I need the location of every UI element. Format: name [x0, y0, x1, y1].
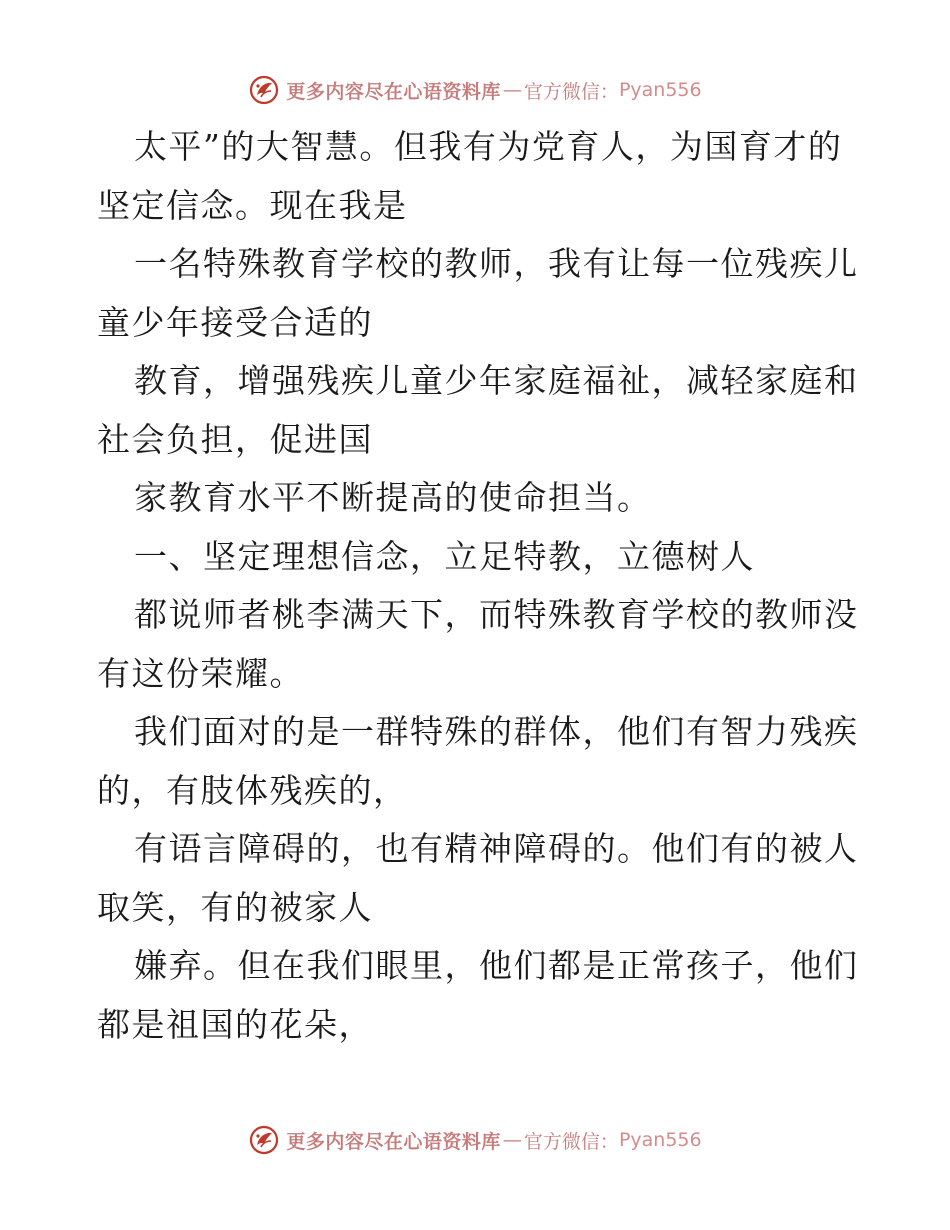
document-body	[97, 118, 857, 1054]
header-contact-label: 官方微信：	[523, 80, 619, 103]
footer-banner	[0, 1120, 950, 1160]
header-contact-id: Pyan556	[618, 79, 702, 101]
text-line: 嫌弃。但在我们眼里，他们都是正常孩子，他们	[134, 946, 859, 985]
text-line: 一、坚定理想信念，立足特教，立德树人	[134, 536, 755, 576]
text-line: 坚定信念。现在我是	[97, 185, 408, 225]
footer-banner-text	[286, 1127, 701, 1154]
text-line: 的，有肢体残疾的，	[97, 770, 408, 810]
text-line: 童少年接受合适的	[97, 302, 373, 342]
flower-logo-icon	[248, 1124, 280, 1156]
text-line: 都说师者桃李满天下，而特殊教育学校的教师没	[134, 595, 859, 634]
text-line: 社会负担，促进国	[97, 419, 373, 459]
header-site-name: 更多内容尽在心语资料库	[286, 80, 501, 103]
header-separator: —	[502, 79, 522, 101]
text-line: 有语言障碍的，也有精神障碍的。他们有的被人	[134, 829, 859, 868]
text-line: 家教育水平不断提高的使命担当。	[134, 478, 652, 517]
header-banner	[0, 70, 950, 110]
header-banner-text	[286, 77, 701, 104]
text-line: 有这份荣耀。	[97, 653, 304, 693]
text-line: 我们面对的是一群特殊的群体，他们有智力残疾	[134, 712, 859, 751]
footer-site-name: 更多内容尽在心语资料库	[286, 1130, 501, 1153]
flower-logo-icon	[248, 74, 280, 106]
text-line: 一名特殊教育学校的教师，我有让每一位残疾儿	[134, 244, 859, 283]
text-line: 教育，增强残疾儿童少年家庭福祉，减轻家庭和	[134, 361, 859, 400]
footer-contact-id: Pyan556	[618, 1129, 702, 1151]
text-line: 取笑，有的被家人	[97, 887, 373, 927]
text-line: 都是祖国的花朵，	[97, 1004, 373, 1044]
text-line: 太平”的大智慧。但我有为党育人，为国育才的	[134, 127, 843, 166]
footer-contact-label: 官方微信：	[523, 1130, 619, 1153]
footer-separator: —	[502, 1129, 522, 1151]
